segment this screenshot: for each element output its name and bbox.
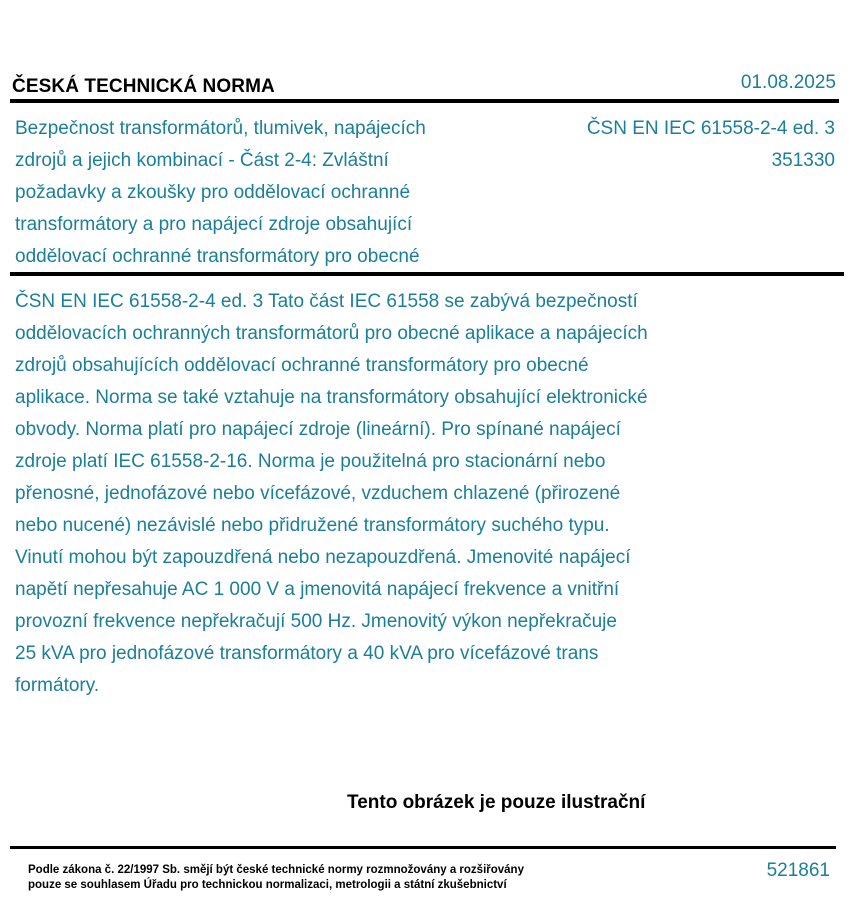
class-number: 351330 [771, 150, 835, 171]
abstract-line: obvody. Norma platí pro napájecí zdroje (lineární). Pro spínané napájecí [15, 419, 621, 440]
standard-designation: ČSN EN IEC 61558-2-4 ed. 3 [586, 118, 835, 139]
abstract-line: nebo nucené) nezávislé nebo přidružené transformátory suchého typu. [15, 515, 610, 536]
abstract-line: zdroje platí IEC 61558-2-16. Norma je použitelná pro stacionární nebo [15, 451, 606, 472]
standard-title-line: Bezpečnost transformátorů, tlumivek, napájecích [15, 118, 426, 139]
standard-title-line: zdrojů a jejich kombinací - Část 2-4: Zvláštní [15, 150, 389, 171]
abstract-line: napětí nepřesahuje AC 1 000 V a jmenovitá napájecí frekvence a vnitřní [15, 579, 620, 600]
title-rule [10, 272, 844, 276]
legal-line: pouze se souhlasem Úřadu pro technickou normalizaci, metrologii a státní zkušebnictví [28, 879, 507, 891]
abstract-line: provozní frekvence nepřekračují 500 Hz. Jmenovitý výkon nepřekračuje [15, 611, 617, 632]
abstract-line: aplikace. Norma se také vztahuje na transformátory obsahující elektronické [15, 387, 648, 408]
footer-rule [10, 846, 836, 849]
document-number: 521861 [766, 860, 830, 881]
abstract-line: 25 kVA pro jednofázové transformátory a 40 kVA pro vícefázové trans [15, 643, 599, 664]
standard-title-line: transformátory a pro napájecí zdroje obsahující [15, 214, 413, 235]
abstract [15, 286, 750, 702]
legal-notice [28, 863, 524, 893]
header-rule [10, 99, 839, 103]
standard-title [15, 113, 495, 273]
publication-date: 01.08.2025 [740, 72, 836, 93]
abstract-line: zdrojů obsahujících oddělovací ochranné transformátory pro obecné [15, 355, 589, 376]
abstract-line: Vinutí mohou být zapouzdřená nebo nezapouzdřená. Jmenovité napájecí [15, 547, 631, 568]
standard-title-line: požadavky a zkoušky pro oddělovací ochranné [15, 182, 411, 203]
abstract-line: formátory. [15, 675, 100, 696]
illustration-note: Tento obrázek je pouze ilustrační [347, 792, 646, 813]
legal-line: Podle zákona č. 22/1997 Sb. smějí být české technické normy rozmnožovány a rozšiřovány [28, 864, 524, 876]
standard-title-line: oddělovací ochranné transformátory pro obecné [15, 246, 420, 267]
abstract-line: ČSN EN IEC 61558-2-4 ed. 3 Tato část IEC 61558 se zabývá bezpečností [15, 291, 638, 312]
standard-identifiers [587, 113, 835, 177]
abstract-line: přenosné, jednofázové nebo vícefázové, vzduchem chlazené (přirozené [15, 483, 621, 504]
header-title: ČESKÁ TECHNICKÁ NORMA [12, 76, 275, 97]
abstract-line: oddělovacích ochranných transformátorů pro obecné aplikace a napájecích [15, 323, 648, 344]
